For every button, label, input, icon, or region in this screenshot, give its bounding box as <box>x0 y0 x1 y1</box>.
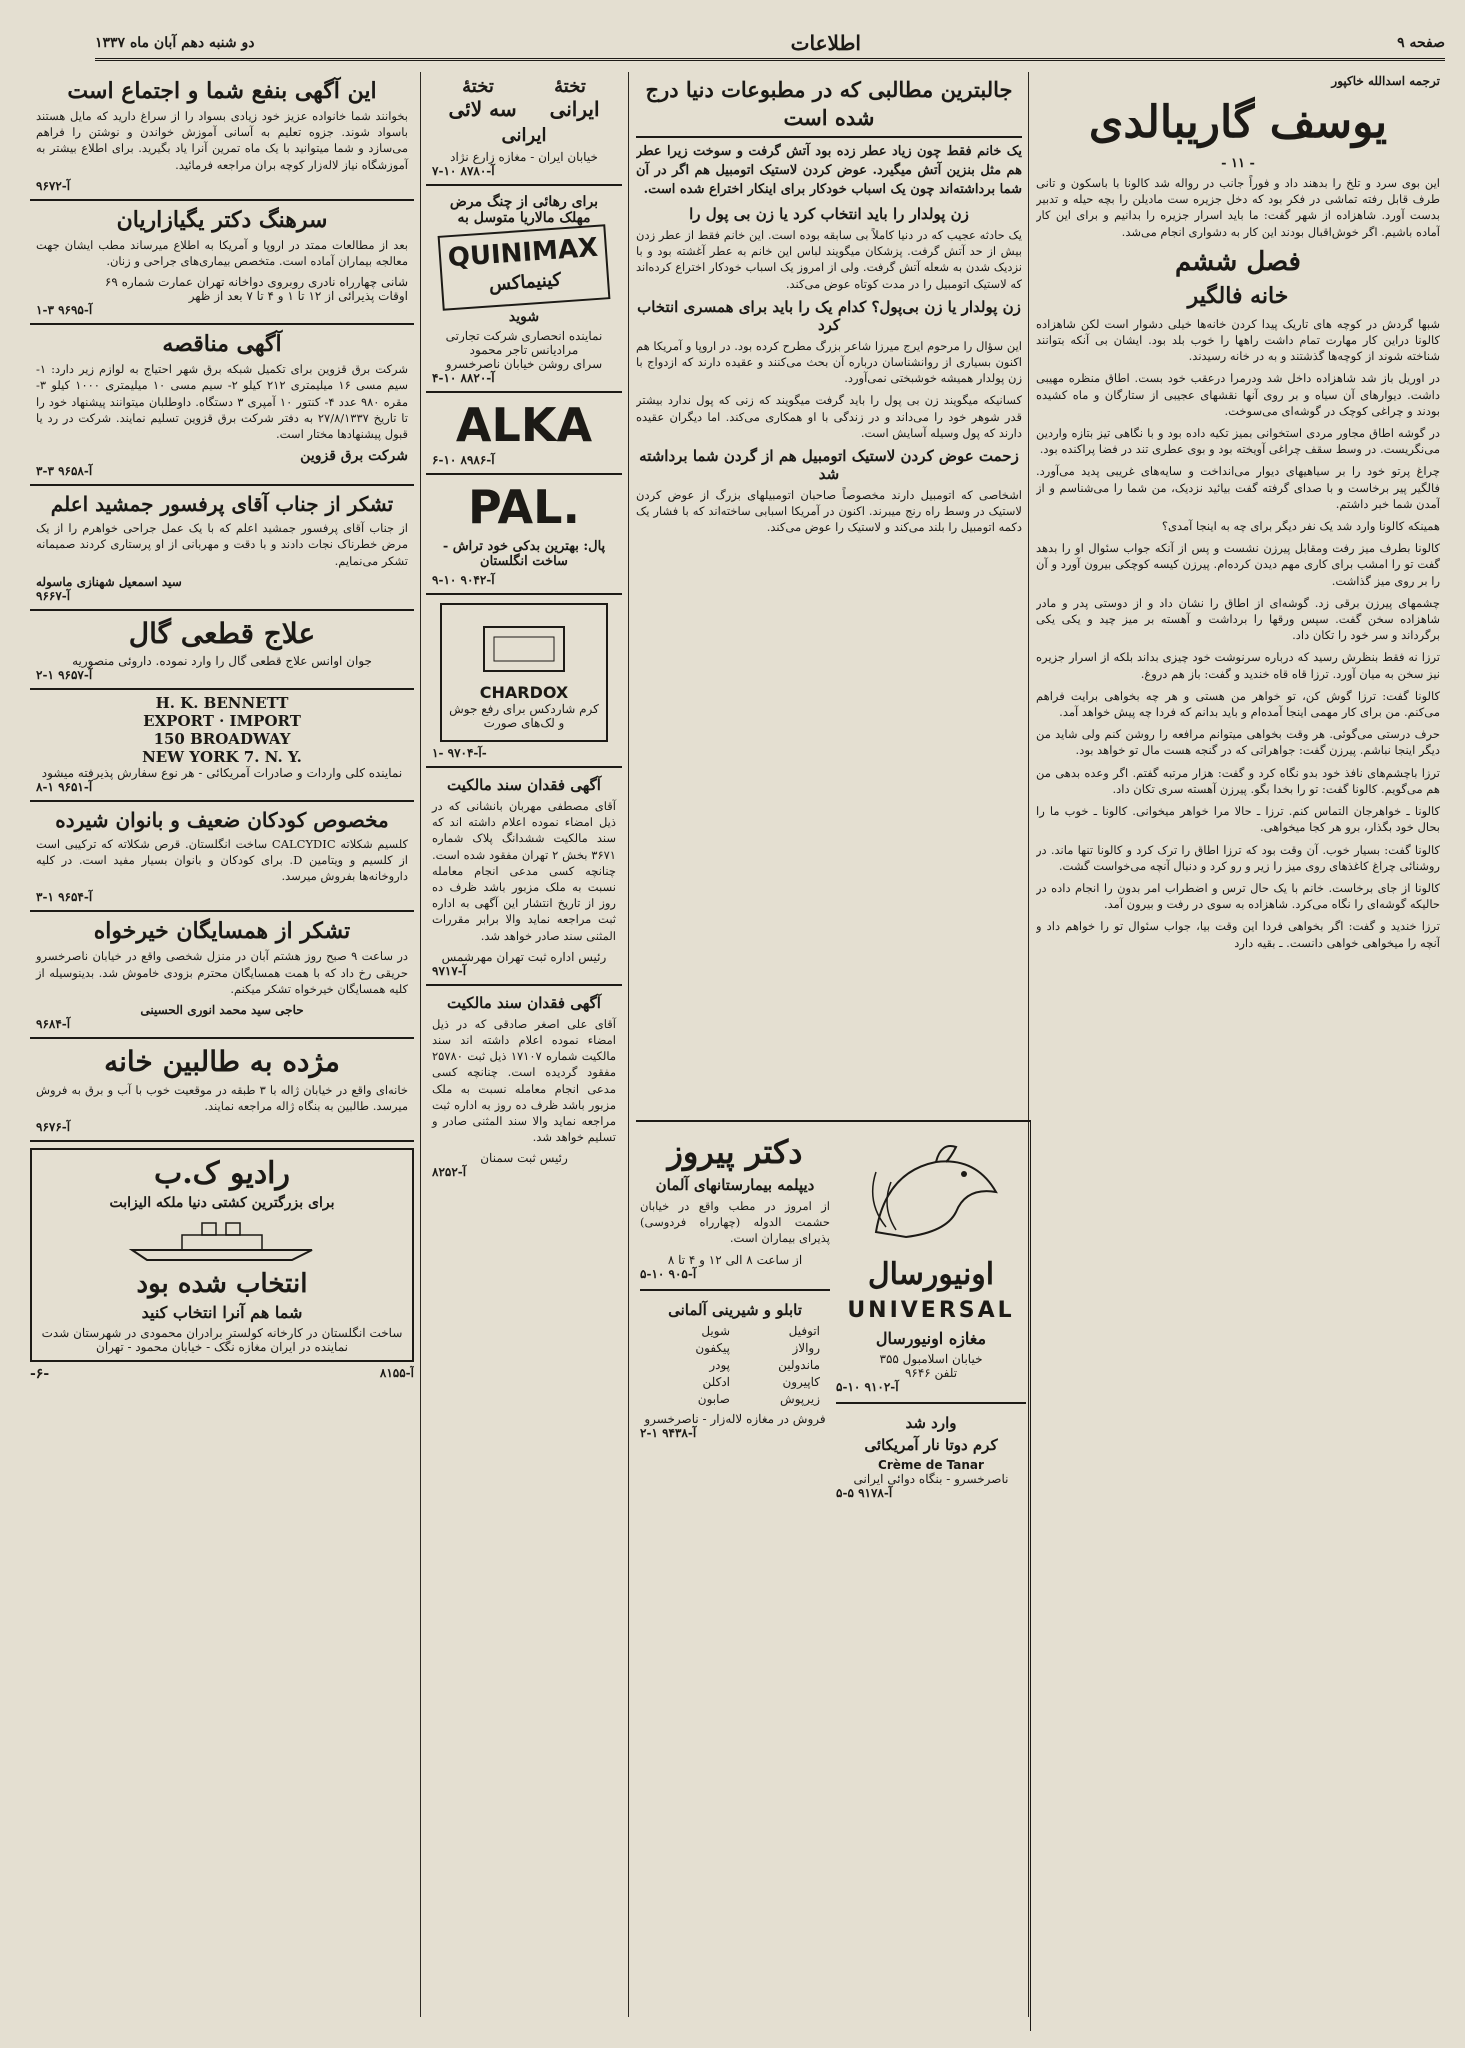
products-ad <box>640 1289 830 1440</box>
article-title: زحمت عوض کردن لاستیک اتومبیل هم از گردن شما برداشته شد <box>639 447 1019 484</box>
ad-code: آ-۸۷۸۰ ۱۰-۷ <box>432 164 495 178</box>
ad-title: این آگهی بنفع شما و اجتماع است <box>67 78 377 104</box>
article-lead: یک خانم فقط چون زیاد عطر زده بود آتش گرفت و سوخت زیرا عطر هم مثل بنزین آتش میگیرد. عوض کردن لاستیک اتومبیل هم اگر در آن شما برداشته‌اند چون یک اسباب خودکار برای اینکار اختراع شده است. <box>636 144 1022 197</box>
bennett-line: EXPORT · IMPORT <box>143 711 301 730</box>
column-rule <box>628 72 629 2017</box>
doctor-ad <box>636 1120 834 2031</box>
pal-brand: PAL. <box>468 480 580 534</box>
ad-code: آ-۸۲۵۲ <box>432 1165 467 1180</box>
products-title: تابلو و شیرینی آلمانی <box>668 1300 802 1319</box>
ad-hours: اوقات پذیرائی از ۱۲ تا ۱ و ۴ تا ۷ بعد از ظهر <box>188 289 408 304</box>
doctor-yegiazarian-ad <box>30 201 414 325</box>
product-item: اتوفیل <box>788 1323 820 1338</box>
serial-title: یوسف گاریبالدی <box>1088 97 1388 148</box>
article-title: زن پولدار را باید انتخاب کرد یا زن بی پول را <box>689 205 969 223</box>
universal-address: خیابان اسلامبول ۳۵۵ <box>879 1352 983 1366</box>
house-sale-ad <box>30 1039 414 1142</box>
products-list <box>640 1323 830 1408</box>
product-item: شویل <box>701 1323 730 1338</box>
articles-headline: جالبترین مطالبی که در مطبوعات دنیا درج شده است <box>636 76 1022 138</box>
plywood-origin: ایرانی <box>549 97 600 121</box>
radio-brand: رادیو ک.ب <box>153 1156 290 1192</box>
chardox-package-illustration <box>479 619 569 679</box>
ad-title: مژده به طالبین خانه <box>104 1045 340 1079</box>
page-number: صفحه ۹ <box>1397 35 1445 51</box>
plywood-type: سه لائی <box>448 97 517 121</box>
ad-text: بعد از مطالعات ممتد در اروپا و آمریکا به اطلاع میرساند مطب ایشان جهت معالجه بیماران آماده است. متخصص بیماری‌های جراحی و زنان. <box>36 237 408 269</box>
notice-title: آگهی فقدان سند مالکیت <box>447 776 601 794</box>
pal-ad <box>426 475 622 595</box>
translator-credit: ترجمه اسدالله خاکپور <box>1331 74 1440 88</box>
product-item: ادکلن <box>702 1374 730 1389</box>
plywood-shop: خیابان ایران - مغازه زارع نژاد <box>450 150 598 164</box>
quinimax-brand-fa: کینیماکس <box>488 269 562 296</box>
column-rule <box>420 72 421 2017</box>
universal-ad <box>832 1120 1031 2031</box>
ad-code: آ-۹۶۵۸ ۳-۳ <box>36 464 93 479</box>
ad-code: آ-۹۶۸۴ <box>36 1017 71 1032</box>
lost-deed-notice <box>426 986 622 1186</box>
ad-address: شانی چهارراه نادری روبروی دواخانه تهران عمارت شماره ۶۹ <box>104 275 408 290</box>
ad-code: آ-۸۱۵۵ <box>379 1366 414 1381</box>
product-item: صابون <box>697 1391 730 1406</box>
product-item: کاپیرون <box>782 1374 820 1389</box>
pal-text: پال: بهترین بدکی خود تراش - ساخت انگلستان <box>442 539 606 569</box>
notice-text: آقای مصطفی مهربان بانشانی که در ذیل امضاء نموده اعلام داشته اند که سند مالکیت ششدانگ پلاک شماره ۳۶۷۱ بخش ۲ تهران مفقود شده است. چنانچه کسی مدعی انجام معامله نسبت به ملک مزبور باشد ظرف ده روز از تاریخ انتشار این آگهی به اداره ثبت مراجعه نماید والا برابر مقررات المثنی سند صادر خواهد شد. <box>432 799 616 943</box>
paragraph: ترزا خندید و گفت: اگر بخواهی فردا این وقت بیا، جواب سئوال تو را خواهم داد و آنچه را میخواهی خواهی دانست. ـ بقیه دارد <box>1036 919 1440 950</box>
product-item: روالاز <box>792 1340 820 1355</box>
paragraph: کالونا گفت: ترزا گوش کن، تو خواهر من هستی و هر چه بخواهی برایت فراهم می‌کنم. من برای کار مهمی اینجا آمده‌ام و باید بدانم که فردا چه پیش خواهد آمد. <box>1036 688 1440 720</box>
ad-code: آ-۸۸۲۰ ۱۰-۴ <box>432 371 495 385</box>
product-item: زیرپوش <box>780 1391 820 1406</box>
article-title: زن پولدار یا زن بی‌پول؟ کدام یک را باید برای همسری انتخاب کرد <box>637 297 1021 334</box>
bennett-address: 150 BROADWAY <box>153 729 291 748</box>
ads-column-a <box>30 72 414 2017</box>
ad-code: آ-۹۶۷۲ <box>36 178 71 193</box>
chardox-ad <box>426 595 622 768</box>
ad-text: جوان اوانس علاج قطعی گال را وارد نموده. داروئی منصوریه <box>72 653 372 668</box>
plywood-origin-2: ایرانی <box>501 125 547 146</box>
ad-code: آ-۸۹۸۶ ۱۰-۶ <box>432 453 495 467</box>
ad-text: در ساعت ۹ صبح روز هشتم آبان در منزل شخصی واقع در خیابان ناصرخسرو حریقی رخ داد که با همت همسایگان محترم بزودی خاموش شد. بدینوسیله از کلیه همسایگان خیرخواه تشکر میکنم. <box>36 949 408 996</box>
serial-intro: این بوی سرد و تلخ را بدهند داد و فوراً جانب در رواله شد کالونا با باسکون و تانی طرف قابل رفته تماشی در فکر بود که دخل جزیره ست مادیلن را بچه حیله و تدبیر بدست آورد. شاهزاده از شهر گفت: ما باید اسرار جزیره را بدانیم و برای این کار آماده باشیم. اگر خوش‌اقبال بودند این کار به دشواری انجام می‌شد. <box>1036 176 1440 239</box>
import-text: کرم دوتا نار آمریکائی <box>864 1436 998 1454</box>
issue-date: دو شنبه دهم آبان ماه ۱۳۳۷ <box>95 35 255 51</box>
scabies-cure-ad <box>30 611 414 690</box>
radio-subtitle: برای بزرگترین کشتی دنیا ملکه الیزابت <box>109 1195 335 1212</box>
plywood-label: تختۀ <box>554 76 586 97</box>
paragraph: در گوشه اطاق مجاور مردی استخوانی بمیز تکیه داده بود و با نگاهی تیز بتازه واردین می‌نگریست. در وسط سقف چراغی آویخته بود و بوی عطری تند در فضا پراکنده بود. <box>1036 426 1440 457</box>
quinimax-box <box>438 224 611 311</box>
ad-code: آ-۹۶۵۷ ۱-۲ <box>36 667 93 682</box>
ad-signature: حاجی سید محمد انوری الحسینی <box>140 1003 304 1018</box>
quinimax-intro: برای رهائی از چنگ مرض مهلک مالاریا متوسل به <box>449 194 599 226</box>
ad-text: شرکت برق قزوین برای تکمیل شبکه برق شهر احتیاج به لوازم زیر دارد: ۱- سیم مسی ۱۶ میلیمتری ۲۱۲ کیلو ۲- سیم مسی ۱۰ میلیمتری ۱۰۰۰ کیلو ۳- مقره ۹۸۰ عدد ۴- کنتور ۱۰ آمپری ۳ دستگاه. داوطلبان میتوانند پیشنهاد خود را تا تاریخ ۲۷/۸/۱۳۳۷ به دفتر شرکت برق قزوین تسلیم نمایند. شرکت در رد یا قبول پیشنهادها مختار است. <box>36 362 409 442</box>
radio-headline: انتخاب شده بود <box>136 1269 308 1300</box>
doctor-credentials: دیپلمه بیمارستانهای آلمان <box>655 1176 815 1194</box>
doctor-hours: از ساعت ۸ الی ۱۲ و ۴ تا ۸ <box>667 1252 803 1267</box>
paper-name: اطلاعات <box>790 31 861 55</box>
article-text: این سؤال را مرحوم ایرج میرزا شاعر بزرگ مطرح کرده بود. در اروپا و آمریکا هم اکنون بسیاری از روانشناسان درباره آن بحث می‌کنند و عقیده دارند که ازدواج با زن پولدار همیشه خوشبختی نمی‌آورد. <box>636 338 1022 386</box>
bennett-city: NEW YORK 7. N. Y. <box>142 747 302 766</box>
paragraph: چراغ پرتو خود را بر سیاهیهای دیوار می‌انداخت و سایه‌های غریبی پدید می‌آورد. فالگیر پیر برخاست و با صدای گرفته گفت بیائید نزدیک، من شما را می‌شناسم و از آمدن شما خبر داشتم. <box>1036 464 1440 511</box>
paragraph: شبها گردش در کوچه های تاریک پیدا کردن خانه‌ها خیلی دشوار است لکن شاهزاده کالونا دراین کار مهارت تمام داشت راهها را خوب بلد بود. ایشان بی آنکه بتوانند شناخته شوند از کوچه‌ها گذشتند و به در خانه رسیدند. <box>1036 316 1440 364</box>
bennett-name: H. K. BENNETT <box>155 693 289 712</box>
chardox-brand: CHARDOX <box>479 683 569 702</box>
product-item: ماندولین <box>778 1357 820 1372</box>
articles-column <box>636 72 1022 1112</box>
plywood-label: تختۀ <box>462 76 494 97</box>
paragraph: در اوریل باز شد شاهزاده داخل شد ودرمرا درعقب خود بست. اطاق منظره مهیبی داشت. دیوارهای آن سیاه و بر روی آنها نقشهای عجیبی از ستارگان و ماه کشیده بودند و چراغی کوچک در گوشه‌ای می‌سوخت. <box>1036 371 1440 418</box>
universal-brand: UNIVERSAL <box>847 1298 1015 1323</box>
paragraph: چشمهای پیرزن برقی زد. گوشه‌ای از اطاق را نشان داد و از دوستی پدر و مادر شاهزاده سخن گفت. سپس ورقها را برداشت و آهسته بر میز چید و یکی یکی برگرداند و سر خود را تکان داد. <box>1036 595 1440 643</box>
import-address: ناصرخسرو - بنگاه دوائی ایرانی <box>853 1472 1009 1486</box>
bennett-ad <box>30 690 414 802</box>
quinimax-address: سرای روشن خیابان ناصرخسرو <box>445 357 603 371</box>
products-footer: فروش در مغازه لاله‌زار - ناصرخسرو <box>644 1411 826 1426</box>
ad-code: آ-۹۰۴۲ ۱۰-۹ <box>432 573 495 587</box>
tender-notice <box>30 325 414 486</box>
ad-text: بخوانند شما خانواده عزیز خود زیادی بسواد را از سراغ دارید که مایل هستند باسواد شوند. جزوه تعلیم به آسانی آموزش خواندن و نوشتن را فراهم می‌سازد و شما میتوانید با یک ماه تمرین آنرا یاد بگیرید. برای اطلاع بیشتر به آموزشگاه نیاز لاله‌زار کوچه بران مراجعه فرمائید. <box>36 109 408 172</box>
import-title: وارد شد <box>905 1414 957 1432</box>
ad-code: آ-۹۶۶۷ <box>36 588 71 603</box>
radio-agent: نماینده در ایران مغازه نگک - خیابان محمود - تهران <box>96 1340 348 1355</box>
article-text: یک حادثه عجیب که در دنیا کاملاً بی سابقه بوده است. این خانم فقط از عطر زدن بیش از حد آتش گرفت. پزشکان میگویند لباس این خانم به عطر آغشته بود و با نزدیک شدن به شعله آتش گرفت. ولی از امروز یک اسباب خودکار اختراع کرده‌اند که لاستیک اتومبیل را در مدت کوتاه عوض می‌کند. <box>636 228 1022 291</box>
ads-column-b <box>426 72 622 2017</box>
notice-footer: رئیس اداره ثبت تهران مهرشمس <box>441 949 607 964</box>
universal-shop: مغازه اونیورسال <box>875 1329 987 1348</box>
calcydic-ad <box>30 802 414 913</box>
radio-origin: ساخت انگلستان در کارخانه کولستر برادران محمودی در شهرستان شدت <box>41 1326 403 1341</box>
serial-part-number: - ۱۱ - <box>1221 156 1255 171</box>
thanks-professor-ad <box>30 486 414 611</box>
paragraph: حرف درستی می‌گوئی. هر وقت بخواهی میتوانم مرافعه را روشن کنم ولی شاید من دیگر اینجا نباشم. پیرزن گفت: جواهراتی که در گنجه هست مال تو خواهد بود. <box>1036 727 1440 758</box>
notice-text: آقای علی اصغر صادقی که در ذیل امضاء نموده اعلام داشته اند سند مالکیت شماره ۱۷۱۰۷ ذیل ثبت ۲۵۷۸۰ مفقود گردیده است. چنانچه کسی مدعی انجام معامله نسبت به ملک مزبور باشد ظرف ده روز به اداره ثبت مراجعه نماید والا سند المثنی صادر و تسلیم خواهد شد. <box>432 1016 616 1145</box>
lost-deed-notice <box>426 768 622 986</box>
universal-brand-fa: اونیورسال <box>867 1257 995 1292</box>
doctor-text: از امروز در مطب واقع در خیابان حشمت الدوله (چهارراه فردوسی) پذیرای بیماران است. <box>640 1199 830 1246</box>
quinimax-outro: شوید <box>508 309 540 325</box>
ad-number: -۶- <box>30 1366 50 1383</box>
ad-title: تشکر از جناب آقای پرفسور جمشید اعلم <box>50 492 394 517</box>
literacy-ad <box>30 72 414 201</box>
paragraph: ترزا نه فقط بنظرش رسید که درباره سرنوشت خود چیزی بداند بلکه از اسرار جزیره نیز سخن به میان آورد. ترزا قاه قاه خندید و گفت: باز هم دروغ. <box>1036 650 1440 681</box>
import-brand: Crème de Tanar <box>878 1458 984 1472</box>
product-item: پودر <box>709 1357 730 1372</box>
ship-illustration <box>122 1215 322 1265</box>
bennett-text: نماینده کلی واردات و صادرات آمریکائی - هر نوع سفارش پذیرفته میشود <box>41 765 403 780</box>
ad-signature: سید اسمعیل شهنازی ماسوله <box>36 574 182 589</box>
quinimax-ad <box>426 186 622 393</box>
ad-code: آ-۹۴۳۸ ۱-۲ <box>640 1425 697 1440</box>
ad-title: مخصوص کودکان ضعیف و بانوان شیرده <box>55 807 389 832</box>
ad-code: آ-۹۱۰۲ ۱۰-۵ <box>836 1380 899 1394</box>
paragraph: همینکه کالونا وارد شد یک نفر دیگر برای چه به اینجا آمدی؟ <box>1161 519 1440 534</box>
article-text: کسانیکه میگویند زن بی پول را باید گرفت میگویند که زنی که پول ندارد بیشتر قدر شوهر خود را می‌داند و در زندگی با او همکاری می‌کند. اما دیگران عقیده دارند که پول وسیله آسایش است. <box>636 393 1022 440</box>
rooster-illustration <box>846 1132 1016 1252</box>
alka-brand: ALKA <box>455 398 593 452</box>
universal-phone: تلفن ۹۶۴۶ <box>904 1366 958 1380</box>
radio-slogan: شما هم آنرا انتخاب کنید <box>141 1303 303 1323</box>
section-subtitle: خانه فالگیر <box>1187 282 1289 309</box>
thanks-neighbors-ad <box>30 912 414 1039</box>
ad-text: از جناب آقای پرفسور جمشید اعلم که با یک عمل جراحی خواهرم را از یک مرض خطرناک نجات دادند و با دقت و مهربانی از او پرستاری کردند صمیمانه تشکر می‌نمایم. <box>36 521 408 568</box>
alka-ad <box>426 393 622 475</box>
serial-story-column <box>1036 72 1440 2017</box>
doctor-name: دکتر پیروز <box>667 1133 803 1171</box>
import-ad <box>836 1402 1026 1500</box>
paragraph: کالونا بطرف میز رفت ومقابل پیرزن نشست و پس از آنکه جواب سئوال او را بدهد گفت تو را امشب برای کاری مهم دیدن کرده‌ام. پیرزن کیسه کوچکی بیرون آورد و آن را بر روی میز گذاشت. <box>1036 541 1440 588</box>
chardox-box <box>440 603 608 742</box>
quinimax-brand: QUINIMAX <box>446 232 600 274</box>
radio-ad <box>30 1148 414 1362</box>
ad-footer: شرکت برق قزوین <box>300 448 408 465</box>
ad-title: علاج قطعی گال <box>128 616 316 650</box>
plywood-ad <box>426 72 622 186</box>
ad-title: تشکر از همسایگان خیرخواه <box>93 918 351 945</box>
ad-code: آ-۹۷۱۷ <box>432 963 467 978</box>
paragraph: کالونا ـ خواهرجان التماس کنم. ترزا ـ حالا مرا خواهر میخوانی. کالونا ـ خوب ما را بحال خود بگذار، برو هر کجا میخواهی. <box>1036 804 1440 835</box>
ad-code: آ-۹۶۵۴ ۱-۳ <box>36 890 93 905</box>
paragraph: کالونا گفت: بسیار خوب. آن وقت بود که ترزا اطاق را ترک کرد و کالونا تنها ماند. در روشنائی چراغ کاغذهای روی میز را زیر و رو کرد و دنبال آنچه می‌خواست گشت. <box>1036 842 1440 873</box>
ad-code: آ-۹۶۹۵ ۳-۱ <box>36 303 93 318</box>
ad-title: سرهنگ دکتر یگیازاریان <box>116 206 328 233</box>
product-item: پیکفون <box>695 1340 730 1355</box>
section-title: فصل ششم <box>1174 246 1301 277</box>
notice-footer: رئیس ثبت سمنان <box>480 1151 568 1166</box>
article-text: اشخاصی که اتومبیل دارند مخصوصاً صاحبان اتومبیلهای بزرگ از عوض کردن لاستیک در وسط راه رنج میبرند. اکنون در آمریکا اسبابی ساخته‌اند که با فشار یک دکمه اتومبیل را بلند می‌کند و لاستیک را عوض می‌کند. <box>636 488 1022 535</box>
ad-code: آ-۹۰۵ ۱۰-۵ <box>640 1266 697 1281</box>
ad-title: آگهی مناقصه <box>162 331 282 358</box>
ad-text: کلسیم شکلاته CALCYDIC ساخت انگلستان. قرص شکلاته که ترکیبی است از کلسیم و ویتامین D. برای کودکان و بانوان بسیار مفید است. در کلیه داروخانه‌ها بفروش میرسد. <box>36 836 409 884</box>
ad-code: آ-۹۶۷۶ <box>36 1120 71 1135</box>
ad-code: آ-۹۶۵۱ ۱-۸ <box>36 779 93 794</box>
ad-code: آ-۹۱۷۸ ۵-۵ <box>836 1486 893 1500</box>
quinimax-agent: نماینده انحصاری شرکت تجارتی مرادیانس تاجر محمود <box>445 329 603 357</box>
chardox-text: کرم شاردکس برای رفع جوش و لک‌های صورت <box>449 702 599 730</box>
masthead <box>95 28 1445 61</box>
notice-title: آگهی فقدان سند مالکیت <box>447 993 601 1012</box>
ad-text: خانه‌ای واقع در خیابان ژاله با ۳ طبقه در موقعیت خوب با آب و برق به فروش میرسد. طالبین به بنگاه ژاله مراجعه نمایند. <box>36 1083 408 1114</box>
paragraph: ترزا باچشم‌های نافذ خود بدو نگاه کرد و گفت: هزار مرتبه گفتم. اگر وعده بدهی من هم می‌گویم. کالونا گفت: تو را بخدا بگو. پیرزن آهسته سری تکان داد. <box>1036 765 1440 796</box>
ad-code: آ-۹۷۰۴ -۱- <box>432 746 487 760</box>
paragraph: کالونا از جای برخاست. خانم با یک حال ترس و اضطراب امر بدون را انجام داده در حالیکه گوشه‌ای را نگاه می‌کرد. شاهزاده به سوی در رفت و بیرون آمد. <box>1036 880 1440 912</box>
